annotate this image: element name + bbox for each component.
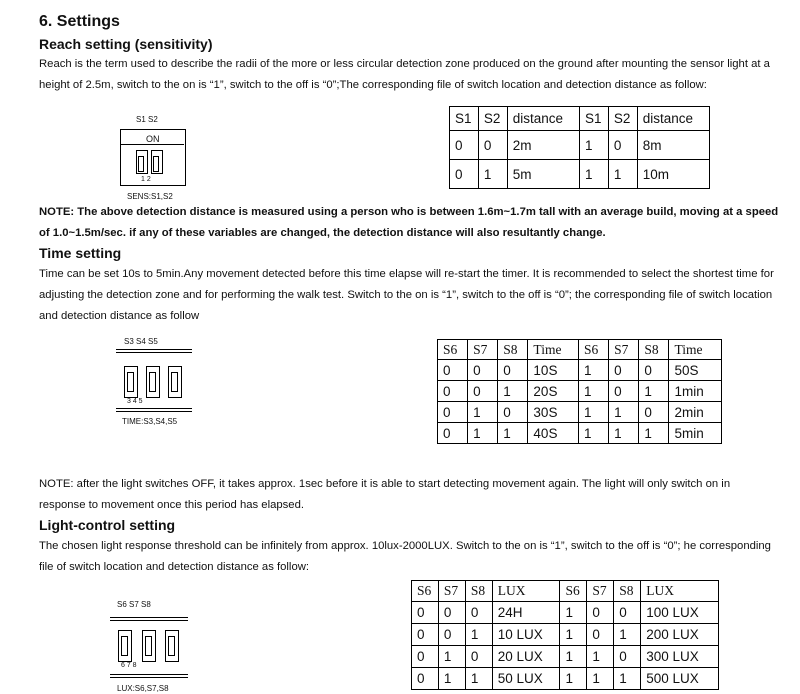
table-row: 0 0 1 10 LUX 1 0 1 200 LUX	[412, 624, 719, 646]
reach-dip-on-label: ON	[146, 134, 160, 144]
light-heading: Light-control setting	[39, 517, 176, 533]
table-row: 0 1 5m 1 1 10m	[450, 160, 710, 189]
light-body: The chosen light response threshold can be infinitely from approx. 10lux-2000LUX. Switch to the on is “1”, switch to the off is “0”; he corresponding file of switch location and detection distance as follow:	[39, 540, 771, 573]
reach-dip-caption: SENS:S1,S2	[127, 192, 173, 201]
table-row: 0 0 1 20S 1 0 1 1min	[438, 381, 722, 402]
time-body: Time can be set 10s to 5min.Any movement detected before this time elapse will re-start the timer. It is recommended to select the shortest time for adjusting the detection zone and for performing the walk test. Switch to the on is “1”, switch to the off is “0”; the corresponding file of switch location and detection distance as follow	[39, 268, 774, 322]
time-dip-top-labels: S3 S4 S5	[124, 337, 158, 346]
time-heading: Time setting	[39, 245, 122, 261]
time-dip-nums: 3 4 5	[127, 398, 143, 405]
reach-distance-table: S1 S2 distance S1 S2 distance 0 0 2m 1 0 8m 0 1 5m 1 1 10m	[449, 106, 710, 189]
time-table: S6 S7 S8 Time S6 S7 S8 Time 0 0 0 10S 1 0 0 50S 0 0 1 20S 1 0 1 1min 0 1 0 30S 1 1 0 2min 0 1 1 40S 1 1 1 5min	[437, 339, 722, 444]
reach-dip-nums: 1 2	[141, 176, 151, 183]
table-row: 0 1 0 30S 1 1 0 2min	[438, 402, 722, 423]
table-row: 0 1 1 50 LUX 1 1 1 500 LUX	[412, 668, 719, 690]
light-dip-top-labels: S6 S7 S8	[117, 600, 151, 609]
reach-heading: Reach setting (sensitivity)	[39, 36, 213, 52]
table-row: 0 1 1 40S 1 1 1 5min	[438, 423, 722, 444]
table-row: 0 0 0 24H 1 0 0 100 LUX	[412, 602, 719, 624]
table-row: 0 1 0 20 LUX 1 1 0 300 LUX	[412, 646, 719, 668]
table-row: 0 0 2m 1 0 8m	[450, 131, 710, 160]
reach-body: Reach is the term used to describe the radii of the more or less circular detection zone produced on the ground after mounting the sensor light at a height of 2.5m, switch to the on is “1”, switch to the off is “0”;The corresponding file of switch location and detection distance as follow:	[39, 58, 770, 91]
light-dip-nums: 6 7 8	[121, 662, 137, 669]
reach-dip-top-labels: S1 S2	[136, 115, 158, 124]
section-title: 6. Settings	[39, 13, 120, 30]
time-note: NOTE: after the light switches OFF, it takes approx. 1sec before it is able to start detecting movement again. The light will only switch on in response to movement once this period has elapsed.	[39, 478, 731, 511]
table-row: 0 0 0 10S 1 0 0 50S	[438, 360, 722, 381]
light-dip-caption: LUX:S6,S7,S8	[117, 684, 169, 693]
time-dip-caption: TIME:S3,S4,S5	[122, 417, 178, 426]
lux-table: S6 S7 S8 LUX S6 S7 S8 LUX 0 0 0 24H 1 0 0 100 LUX 0 0 1 10 LUX 1 0 1 200 LUX 0 1 0 20 LUX 1 1 0 300 LUX 0 1 1 50 LUX 1 1 1 500 LUX	[411, 580, 719, 690]
reach-note: NOTE: The above detection distance is measured using a person who is between 1.6m~1.7m tall with an average build, moving at a speed of 1.0~1.5m/sec. if any of these variables are changed, the detection distance will also resultantly change.	[39, 206, 779, 239]
